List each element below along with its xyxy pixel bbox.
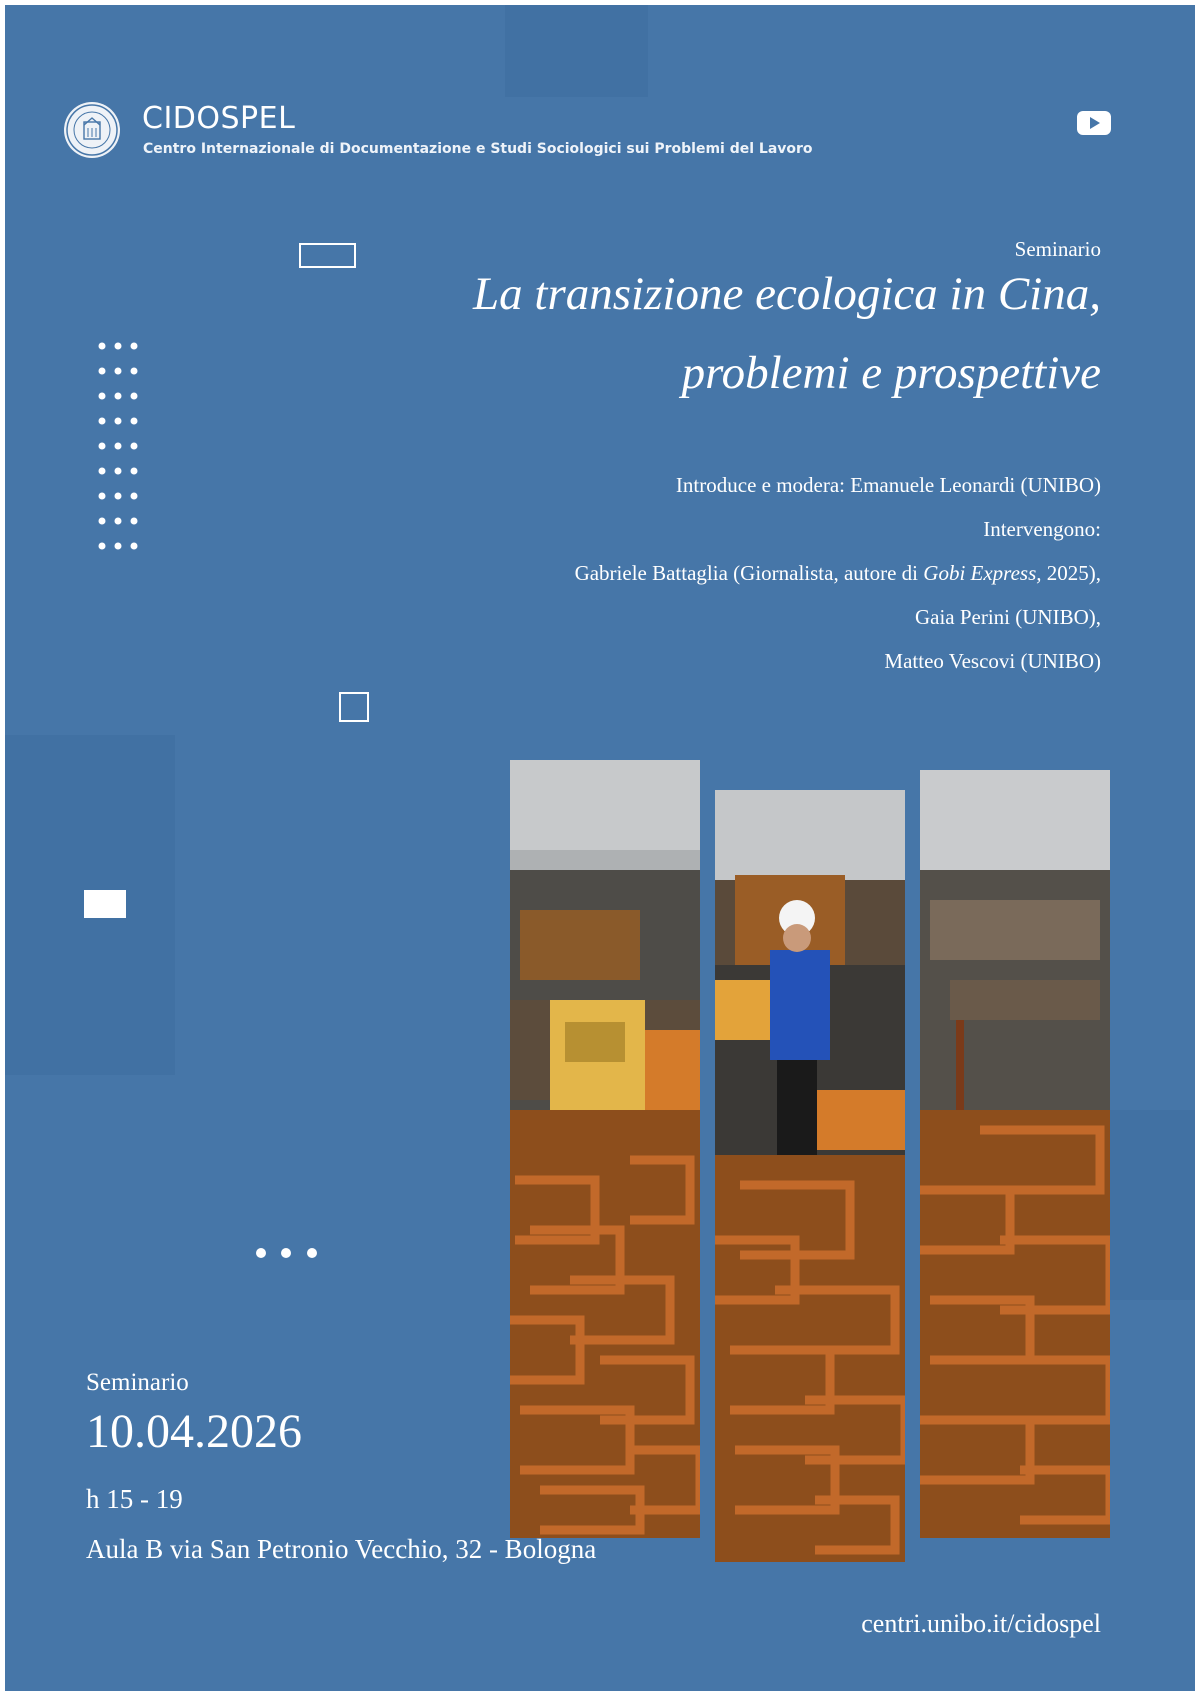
speaker-1-year: 2025),	[1041, 561, 1101, 585]
title-line-1: La transizione ecologica in Cina,	[473, 268, 1101, 320]
book-title: Gobi Express,	[923, 561, 1042, 585]
website-link[interactable]: centri.unibo.it/cidospel	[861, 1609, 1101, 1638]
photo-panel-right	[920, 770, 1110, 1538]
university-seal-icon	[64, 102, 120, 158]
speaker-3: Matteo Vescovi (UNIBO)	[884, 649, 1101, 673]
decorative-dot-row	[254, 1246, 320, 1260]
decorative-filled-rectangle	[84, 890, 126, 918]
speakers-intro: Intervengono:	[983, 517, 1101, 541]
background-shade-top	[505, 5, 648, 97]
decorative-dot-grid	[97, 341, 149, 553]
event-type: Seminario	[86, 1369, 189, 1396]
event-venue: Aula B via San Petronio Vecchio, 32 - Bologna	[86, 1534, 597, 1564]
speaker-1-text: Gabriele Battaglia (Giornalista, autore di	[574, 561, 924, 585]
youtube-icon[interactable]	[1077, 111, 1111, 135]
moderator-line: Introduce e modera: Emanuele Leonardi (UNIBO)	[675, 473, 1101, 497]
decorative-outline-rectangle	[299, 243, 356, 268]
speakers-block	[575, 463, 1101, 683]
event-time: h 15 - 19	[86, 1484, 183, 1514]
brand-name: CIDOSPEL	[142, 101, 296, 136]
brand-subtitle: Centro Internazionale di Documentazione e Studi Sociologici sui Problemi del Lavoro	[143, 141, 813, 157]
photo-panel-center	[715, 790, 905, 1562]
speaker-1	[575, 551, 1101, 595]
photo-panel-left	[510, 760, 700, 1538]
event-date: 10.04.2026	[86, 1405, 302, 1458]
speaker-2: Gaia Perini (UNIBO),	[914, 605, 1101, 629]
seminar-kicker: Seminario	[1014, 237, 1101, 261]
title-line-2: problemi e prospettive	[681, 347, 1101, 399]
decorative-outline-square	[339, 692, 369, 722]
seminar-poster	[5, 5, 1195, 1691]
